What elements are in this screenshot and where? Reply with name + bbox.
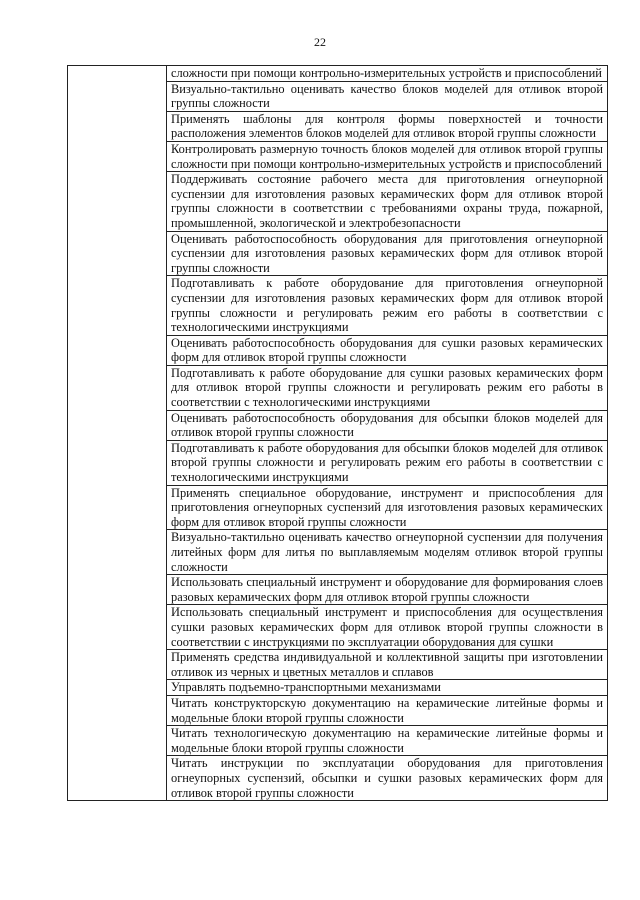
skill-text: Подготавливать к работе оборудование для приготовления огнеупорной суспензии для изготовления разовых керамических форм для отливок второй группы сложности и регулировать режим его работы в соответствии с технологическими инструкциями bbox=[171, 276, 603, 335]
skill-cell bbox=[167, 172, 608, 231]
skill-text: Визуально-тактильно оценивать качество огнеупорной суспензии для получения литейных форм для литья по выплавляемым моделям отливок второй группы сложности bbox=[171, 530, 603, 574]
skill-text: Визуально-тактильно оценивать качество блоков моделей для отливок второй группы сложности bbox=[171, 81, 603, 111]
skill-text: Применять шаблоны для контроля формы поверхностей и точности расположения элементов блоков моделей для отливок второй группы сложности bbox=[171, 111, 603, 141]
skill-cell bbox=[167, 575, 608, 605]
skill-text: Управлять подъемно-транспортными механизмами bbox=[171, 680, 441, 695]
skill-cell bbox=[167, 66, 608, 82]
table-row bbox=[68, 66, 608, 82]
skill-cell bbox=[167, 276, 608, 335]
skill-text: Оценивать работоспособность оборудования для сушки разовых керамических форм для отливок второй группы сложности bbox=[171, 335, 603, 365]
skill-cell bbox=[167, 111, 608, 141]
skill-cell bbox=[167, 410, 608, 440]
skill-cell bbox=[167, 650, 608, 680]
skill-text: Читать конструкторскую документацию на керамические литейные формы и модельные блоки второй группы сложности bbox=[171, 695, 603, 725]
skill-cell bbox=[167, 726, 608, 756]
skill-text: Оценивать работоспособность оборудования для обсыпки блоков моделей для отливок второй группы сложности bbox=[171, 410, 603, 440]
skill-cell bbox=[167, 605, 608, 650]
skill-text: сложности при помощи контрольно-измерительных устройств и приспособлений bbox=[171, 66, 602, 80]
left-column-cell bbox=[68, 66, 167, 801]
skill-text: Поддерживать состояние рабочего места для приготовления огнеупорной суспензии для изготовления разовых керамических форм для отливок второй группы сложности в соответствии с требованиями охраны труда, пожарной, промышленной, экологической и электробезопасности bbox=[171, 172, 603, 230]
skill-cell bbox=[167, 141, 608, 171]
skill-cell bbox=[167, 530, 608, 575]
skill-text: Подготавливать к работе оборудования для обсыпки блоков моделей для отливок второй группы сложности и регулировать режим его работы в соответствии с технологическими инструкциями bbox=[171, 440, 603, 485]
skill-cell bbox=[167, 680, 608, 696]
skill-cell bbox=[167, 81, 608, 111]
skill-cell bbox=[167, 231, 608, 276]
skills-table bbox=[67, 65, 608, 801]
skill-text: Оценивать работоспособность оборудования для приготовления огнеупорной суспензии для изготовления разовых керамических форм для отливок второй группы сложности bbox=[171, 231, 603, 275]
skill-text: Использовать специальный инструмент и приспособления для осуществления сушки разовых керамических форм для отливок второй группы сложности в соответствии с инструкциями по эксплуатации оборудования для сушки bbox=[171, 605, 603, 649]
skill-text: Применять специальное оборудование, инструмент и приспособления для приготовления огнеупорных суспензий для изготовления разовых керамических форм для отливок второй группы сложности bbox=[171, 485, 603, 529]
skill-text: Использовать специальный инструмент и оборудование для формирования слоев разовых керамических форм для отливок второй группы сложности bbox=[171, 575, 603, 604]
skill-cell bbox=[167, 335, 608, 365]
skill-text: Подготавливать к работе оборудование для сушки разовых керамических форм для отливок второй группы сложности и регулировать режим его работы в соответствии с технологическими инструкциями bbox=[171, 365, 603, 410]
skill-text: Читать инструкции по эксплуатации оборудования для приготовления огнеупорных суспензий, обсыпки и сушки разовых керамических форм для отливок второй группы сложности bbox=[171, 756, 603, 800]
skill-cell bbox=[167, 756, 608, 801]
skill-cell bbox=[167, 485, 608, 530]
skill-text: Читать технологическую документацию на керамические литейные формы и модельные блоки второй группы сложности bbox=[171, 726, 603, 755]
skill-cell bbox=[167, 440, 608, 485]
page-number: 22 bbox=[314, 35, 326, 49]
skill-cell bbox=[167, 365, 608, 410]
skill-cell bbox=[167, 695, 608, 725]
skill-text: Применять средства индивидуальной и коллективной защиты при изготовлении отливок из черных и цветных металлов и сплавов bbox=[171, 650, 603, 679]
skill-text: Контролировать размерную точность блоков моделей для отливок второй группы сложности при помощи контрольно-измерительных устройств и приспособлений bbox=[171, 141, 603, 171]
